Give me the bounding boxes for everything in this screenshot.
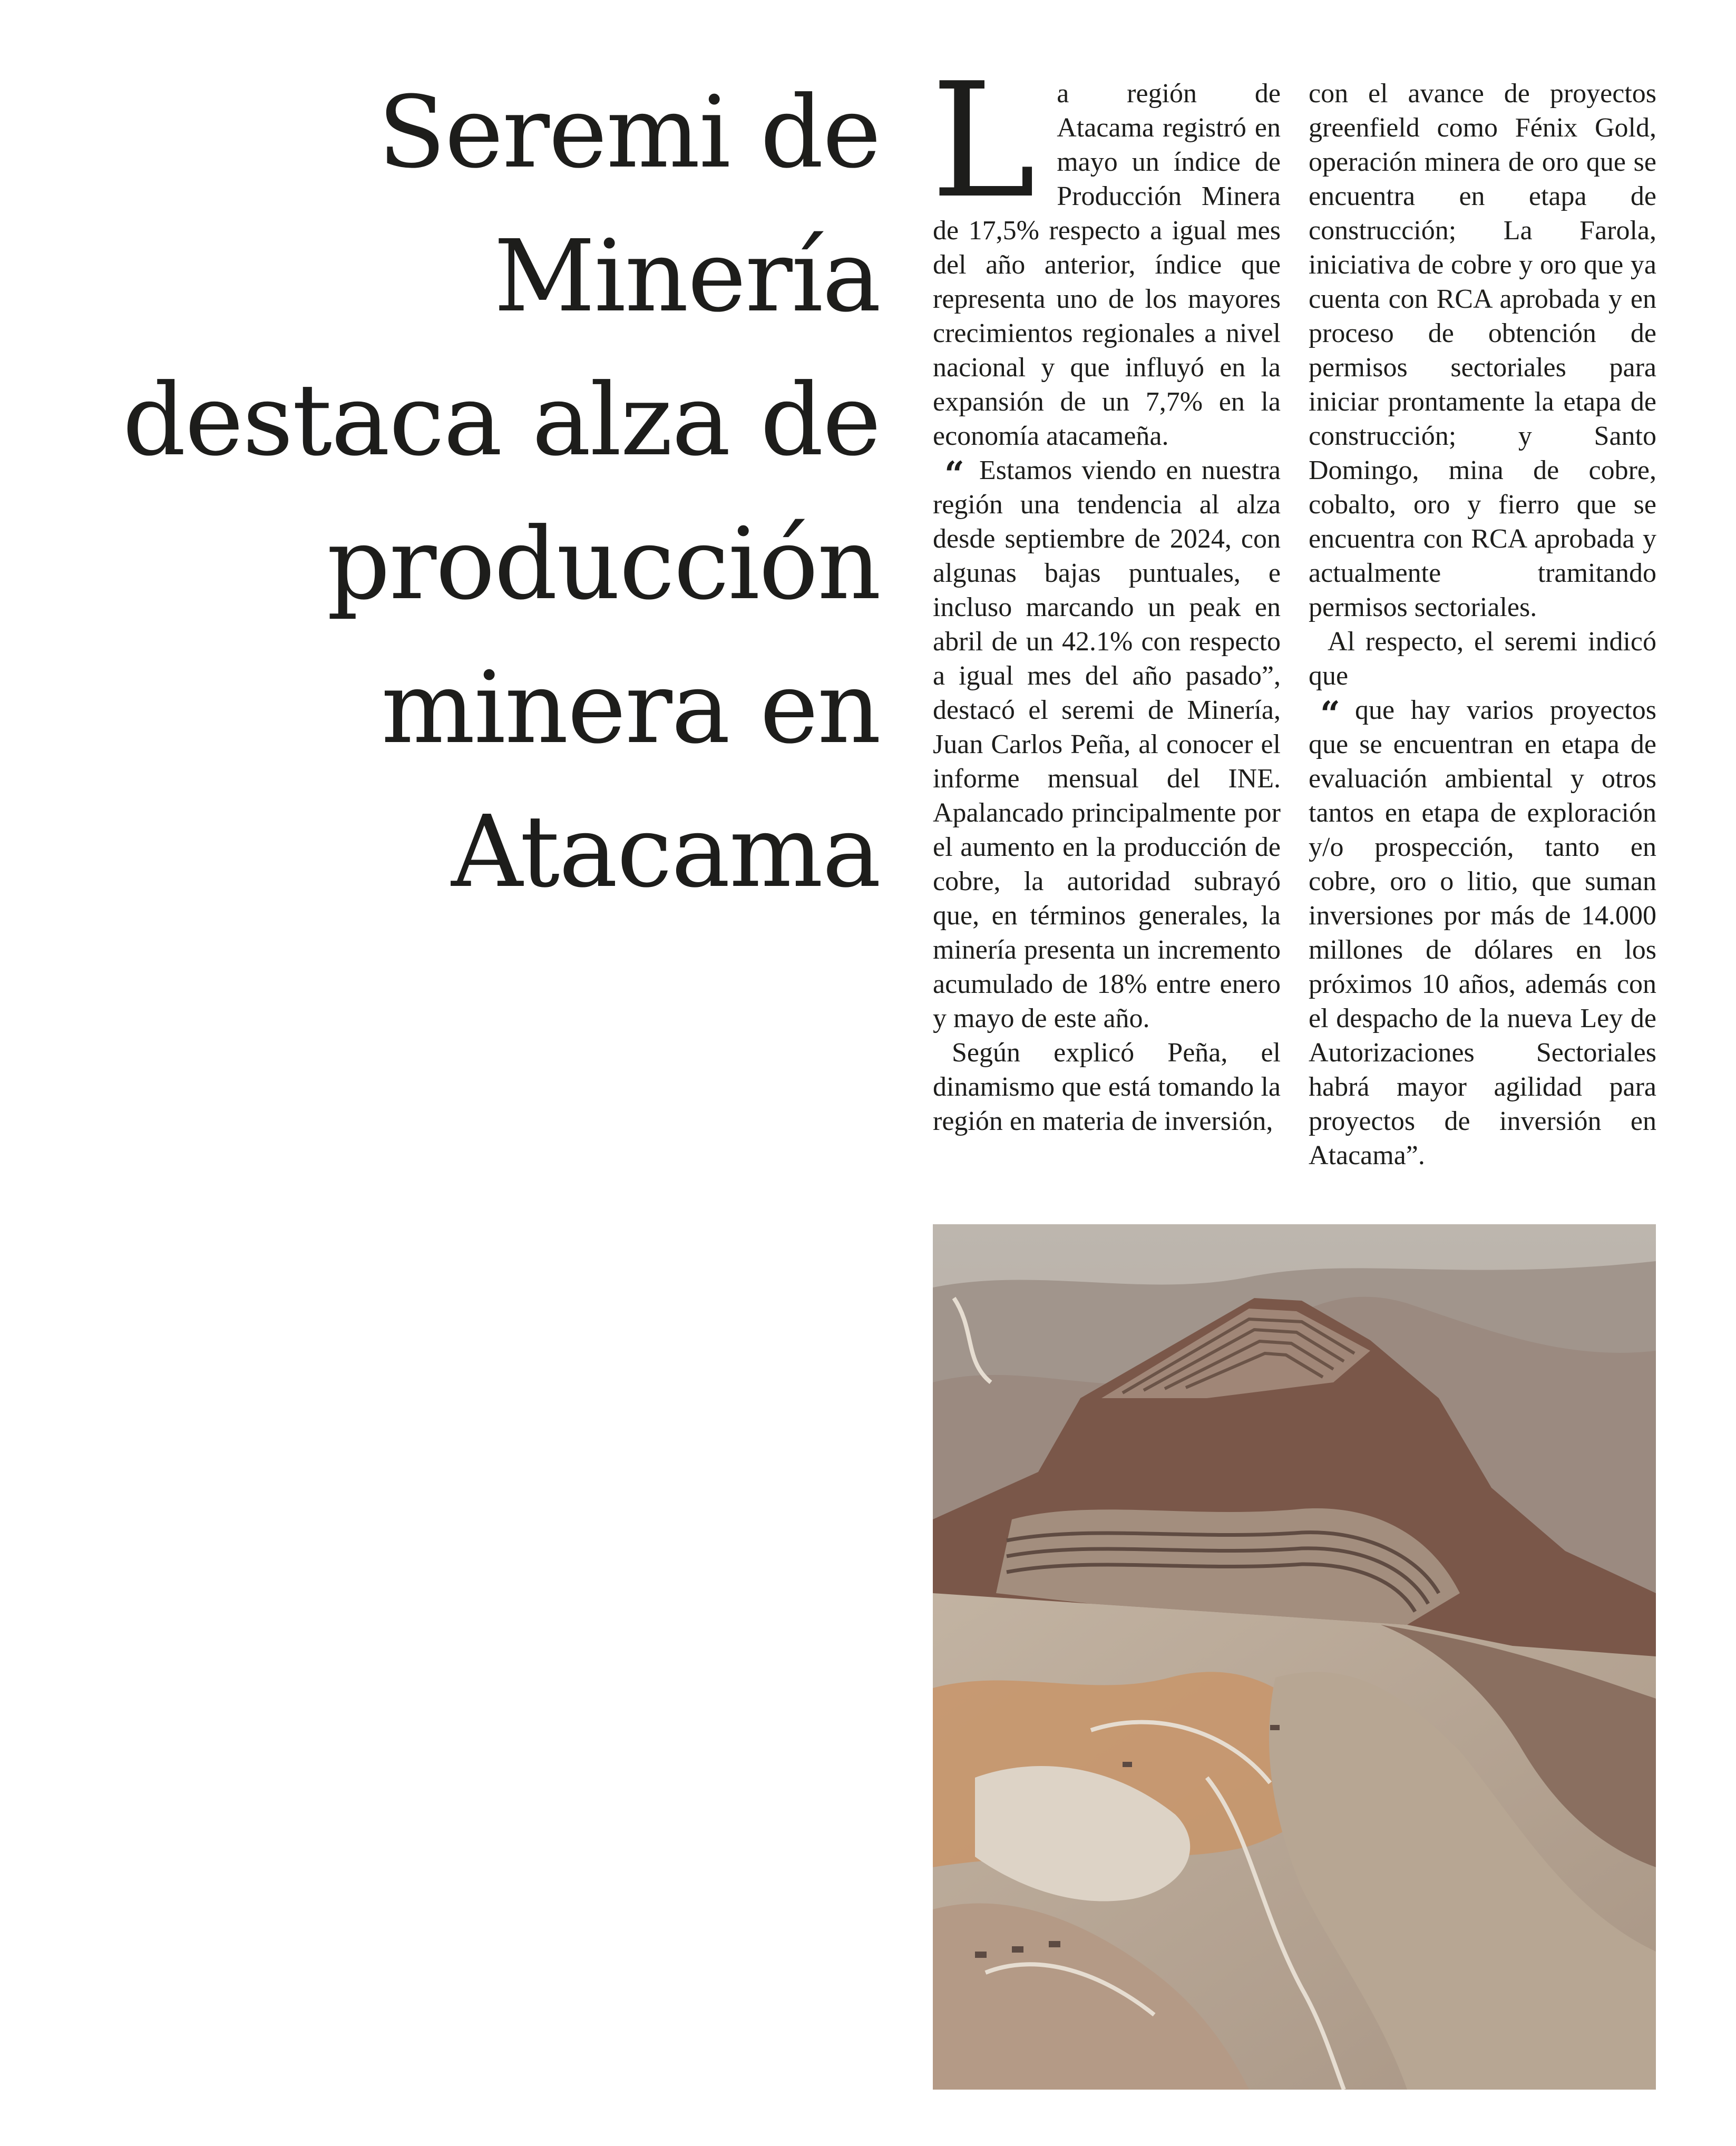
- quote-paragraph-text: que hay varios proyectos que se encuentran en etapa de evaluación ambiental y otros tantos en etapa de exploración y/o prospección, tanto en cobre, oro o litio, que suman inversiones por más de 14.000 millones de dólares en los próximos 10 años, además con el despacho de la nueva Ley de Autorizaciones Sectoriales habrá mayor agilidad para proyectos de inversión en Atacama”.: [1309, 695, 1656, 1170]
- mine-aerial-photo: [933, 1224, 1656, 2090]
- quote-mark-icon: “: [1320, 694, 1340, 735]
- drop-cap: L: [931, 49, 1036, 233]
- open-pit-mine-illustration: [933, 1224, 1656, 2090]
- article-column-2: [1309, 76, 1656, 1173]
- body-paragraph: [933, 1036, 1281, 1138]
- lead-paragraph: [931, 49, 1281, 453]
- body-paragraph: [1309, 625, 1656, 693]
- article-headline: Seremi de Minería destaca alza de producción minera en Atacama: [122, 75, 880, 910]
- article-column-1: [931, 49, 1281, 1138]
- body-paragraph: [1309, 76, 1656, 625]
- lead-paragraph-text: a región de Atacama registró en mayo un índice de Producción Minera de 17,5% respecto a igual mes del año anterior, índice que representa uno de los mayores crecimientos regionales a nivel nacional y que influyó en la expansión de un 7,7% en la economía atacameña.: [933, 79, 1281, 451]
- body-paragraph-text: con el avance de proyectos greenfield como Fénix Gold, operación minera de oro que se encuentra en etapa de construcción; La Farola, iniciativa de cobre y oro que ya cuenta con RCA aprobada y en proceso de obtención de permisos sectoriales para iniciar prontamente la etapa de construcción; y Santo Domingo, mina de cobre, cobalto, oro y fierro que se encuentra con RCA aprobada y actualmente tramitando permisos sectoriales.: [1309, 79, 1656, 622]
- quote-paragraph: [1309, 693, 1656, 1173]
- quote-mark-icon: “: [944, 454, 964, 495]
- quote-paragraph-text: Estamos viendo en nuestra región una tendencia al alza desde septiembre de 2024, con algunas bajas puntuales, e incluso marcando un peak en abril de un 42.1% con respecto a igual mes del año pasado”, destacó el seremi de Minería, Juan Carlos Peña, al conocer el informe mensual del INE. Apalancado principalmente por el aumento en la producción de cobre, la autoridad subrayó que, en términos generales, la minería presenta un incremento acumulado de 18% entre enero y mayo de este año.: [933, 455, 1281, 1033]
- body-paragraph-text: Según explicó Peña, el dinamismo que está tomando la región en materia de inversión,: [933, 1038, 1281, 1136]
- quote-paragraph: [933, 453, 1281, 1036]
- body-paragraph-text: Al respecto, el seremi indicó que: [1309, 627, 1656, 691]
